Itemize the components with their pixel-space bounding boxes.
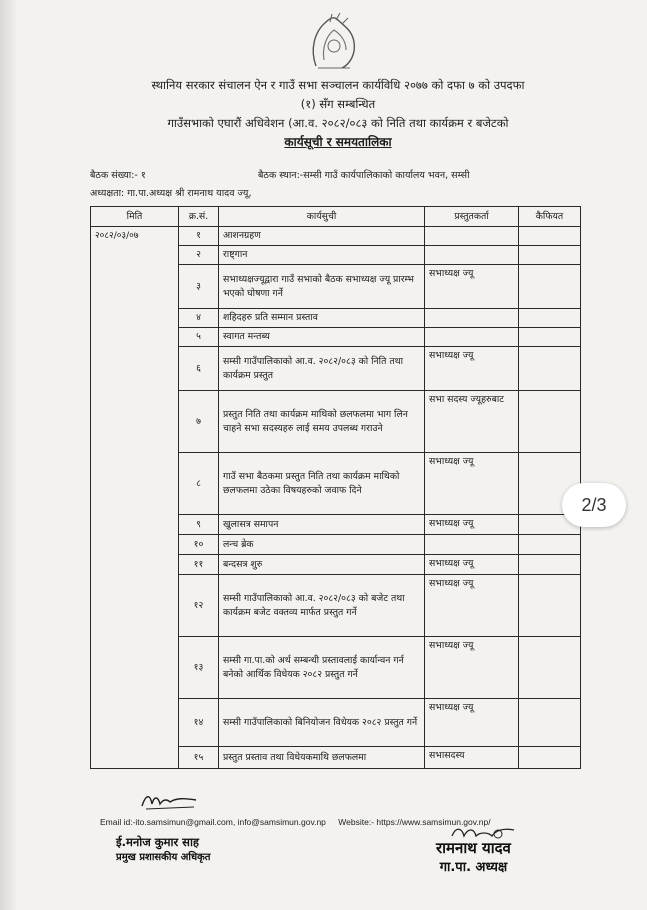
remarks-cell xyxy=(519,555,581,575)
contact-footer xyxy=(100,817,600,827)
table-header-row xyxy=(91,207,581,227)
serial-cell: १५ xyxy=(179,747,219,769)
document-title: कार्यसूची र समयतालिका xyxy=(284,135,392,149)
officer-signature-icon xyxy=(140,790,200,812)
remarks-cell xyxy=(519,227,581,246)
agenda-cell: सम्सी गाउँपालिकाको आ.व. २०८२/०८३ को बजेट तथा कार्यक्रम बजेट वक्तव्य मार्फत प्रस्तुत गर्ने xyxy=(219,575,425,637)
remarks-cell xyxy=(519,747,581,769)
col-header-remarks: कैफियत xyxy=(519,207,581,227)
col-header-serial: क्र.सं. xyxy=(179,207,219,227)
agenda-cell: गाउँ सभा बैठकमा प्रस्तुत निति तथा कार्यक्रम माथिको छलफलमा उठेका विषयहरुको जवाफ दिने xyxy=(219,453,425,515)
remarks-cell xyxy=(519,535,581,555)
remarks-cell xyxy=(519,391,581,453)
serial-cell: ३ xyxy=(179,265,219,309)
serial-cell: ५ xyxy=(179,328,219,347)
presenter-cell: सभाध्यक्ष ज्यू xyxy=(425,515,519,535)
meeting-info-row xyxy=(90,168,590,181)
col-header-agenda: कार्यसुची xyxy=(219,207,425,227)
chair-signature-block xyxy=(436,838,511,878)
remarks-cell xyxy=(519,575,581,637)
presenter-cell xyxy=(425,309,519,328)
officer-name: ई.मनोज कुमार साह xyxy=(116,835,200,849)
agenda-cell: आशनग्रहण xyxy=(219,227,425,246)
officer-signature-block xyxy=(116,834,210,866)
meeting-chair: अध्यक्षता: गा.पा.अध्यक्ष श्री रामनाथ यादव ज्यू, xyxy=(90,188,252,199)
table-row xyxy=(91,227,581,246)
header-line-1: स्थानिय सरकार संचालन ऐन र गाउँ सभा सञ्चालन कार्यविधि २०७७ को दफा ७ को उपदफा xyxy=(151,78,525,92)
agenda-cell: बन्दसत्र शुरु xyxy=(219,555,425,575)
remarks-cell xyxy=(519,309,581,328)
serial-cell: १४ xyxy=(179,699,219,747)
presenter-cell xyxy=(425,246,519,265)
contact-email: Email id:-ito.samsimun@gmail.com, info@samsimun.gov.np xyxy=(100,817,326,827)
chair-name: रामनाथ यादव xyxy=(436,839,511,857)
agenda-cell: प्रस्तुत प्रस्ताव तथा विधेयकमाथि छलफलमा xyxy=(219,747,425,769)
header-line-2: (१) सँग सम्बन्धित xyxy=(300,97,376,111)
agenda-cell: लन्च ब्रेक xyxy=(219,535,425,555)
chair-title: गा.पा. अध्यक्ष xyxy=(439,860,508,875)
serial-cell: ७ xyxy=(179,391,219,453)
presenter-cell xyxy=(425,535,519,555)
contact-website: Website:- https://www.samsimun.gov.np/ xyxy=(338,817,491,827)
date-cell: २०८२/०३/०७ xyxy=(91,227,179,769)
serial-cell: ६ xyxy=(179,347,219,391)
presenter-cell: सभा सदस्य ज्यूहरुबाट xyxy=(425,391,519,453)
officer-title: प्रमुख प्रशासकीय अधिकृत xyxy=(116,852,211,863)
remarks-cell xyxy=(519,637,581,699)
document-header xyxy=(88,76,588,152)
serial-cell: ४ xyxy=(179,309,219,328)
agenda-cell: राष्ट्गान xyxy=(219,246,425,265)
serial-cell: १ xyxy=(179,227,219,246)
serial-cell: ९ xyxy=(179,515,219,535)
agenda-table xyxy=(90,206,581,769)
presenter-cell: सभाध्यक्ष ज्यू xyxy=(425,555,519,575)
serial-cell: २ xyxy=(179,246,219,265)
remarks-cell xyxy=(519,699,581,747)
agenda-cell: शहिदहरु प्रति सम्मान प्रस्ताव xyxy=(219,309,425,328)
serial-cell: १२ xyxy=(179,575,219,637)
meeting-number: बैठक संख्या:- १ xyxy=(90,170,146,181)
chair-info-row xyxy=(90,186,590,199)
presenter-cell: सभाध्यक्ष ज्यू xyxy=(425,637,519,699)
meeting-venue: बैठक स्थान:-सम्सी गाउँ कार्यपालिकाको कार्यालय भवन, सम्सी xyxy=(258,170,470,181)
header-line-3: गाउँसभाको एघारौं अधिवेशन (आ.व. २०८२/०८३ को निति तथा कार्यक्रम र बजेटको xyxy=(167,116,509,130)
agenda-cell: सम्सी गाउँपालिकाको आ.व. २०८२/०८३ को निति तथा कार्यक्रम प्रस्तुत xyxy=(219,347,425,391)
presenter-cell: सभाध्यक्ष ज्यू xyxy=(425,347,519,391)
remarks-cell xyxy=(519,246,581,265)
presenter-cell: सभाध्यक्ष ज्यू xyxy=(425,699,519,747)
presenter-cell: सभाध्यक्ष ज्यू xyxy=(425,575,519,637)
presenter-cell xyxy=(425,227,519,246)
remarks-cell xyxy=(519,328,581,347)
serial-cell: ८ xyxy=(179,453,219,515)
serial-cell: १० xyxy=(179,535,219,555)
agenda-cell: खुलासत्र समापन xyxy=(219,515,425,535)
presenter-cell: सभासदस्य xyxy=(425,747,519,769)
col-header-date: मिति xyxy=(91,207,179,227)
page-edge-shadow xyxy=(0,0,18,910)
presenter-cell xyxy=(425,328,519,347)
serial-cell: ११ xyxy=(179,555,219,575)
presenter-cell: सभाध्यक्ष ज्यू xyxy=(425,265,519,309)
remarks-cell xyxy=(519,347,581,391)
serial-cell: १३ xyxy=(179,637,219,699)
emblem-seal-icon xyxy=(296,10,370,74)
remarks-cell xyxy=(519,265,581,309)
page-indicator-badge: 2/3 xyxy=(562,483,626,527)
agenda-cell: स्वागत मन्तब्य xyxy=(219,328,425,347)
col-header-presenter: प्रस्तुतकर्ता xyxy=(425,207,519,227)
agenda-cell: प्रस्तुत निति तथा कार्यक्रम माथिको छलफलमा भाग लिन चाहने सभा सदस्यहरु लाई समय उपलब्ध गराउने xyxy=(219,391,425,453)
agenda-cell: सम्सी गाउँपालिकाको बिनियोजन विधेयक २०८२ प्रस्तुत गर्ने xyxy=(219,699,425,747)
agenda-cell: सम्सी गा.पा.को अर्थ सम्बन्धी प्रस्तावलाई कार्यान्वन गर्न बनेको आर्थिक विधेयक २०८२ प्रस्तुत गर्ने xyxy=(219,637,425,699)
presenter-cell: सभाध्यक्ष ज्यू xyxy=(425,453,519,515)
agenda-cell: सभाध्यक्षज्यूद्वारा गाउँ सभाको बैठक सभाध्यक्ष ज्यू प्रारम्भ भएको घोषणा गर्ने xyxy=(219,265,425,309)
